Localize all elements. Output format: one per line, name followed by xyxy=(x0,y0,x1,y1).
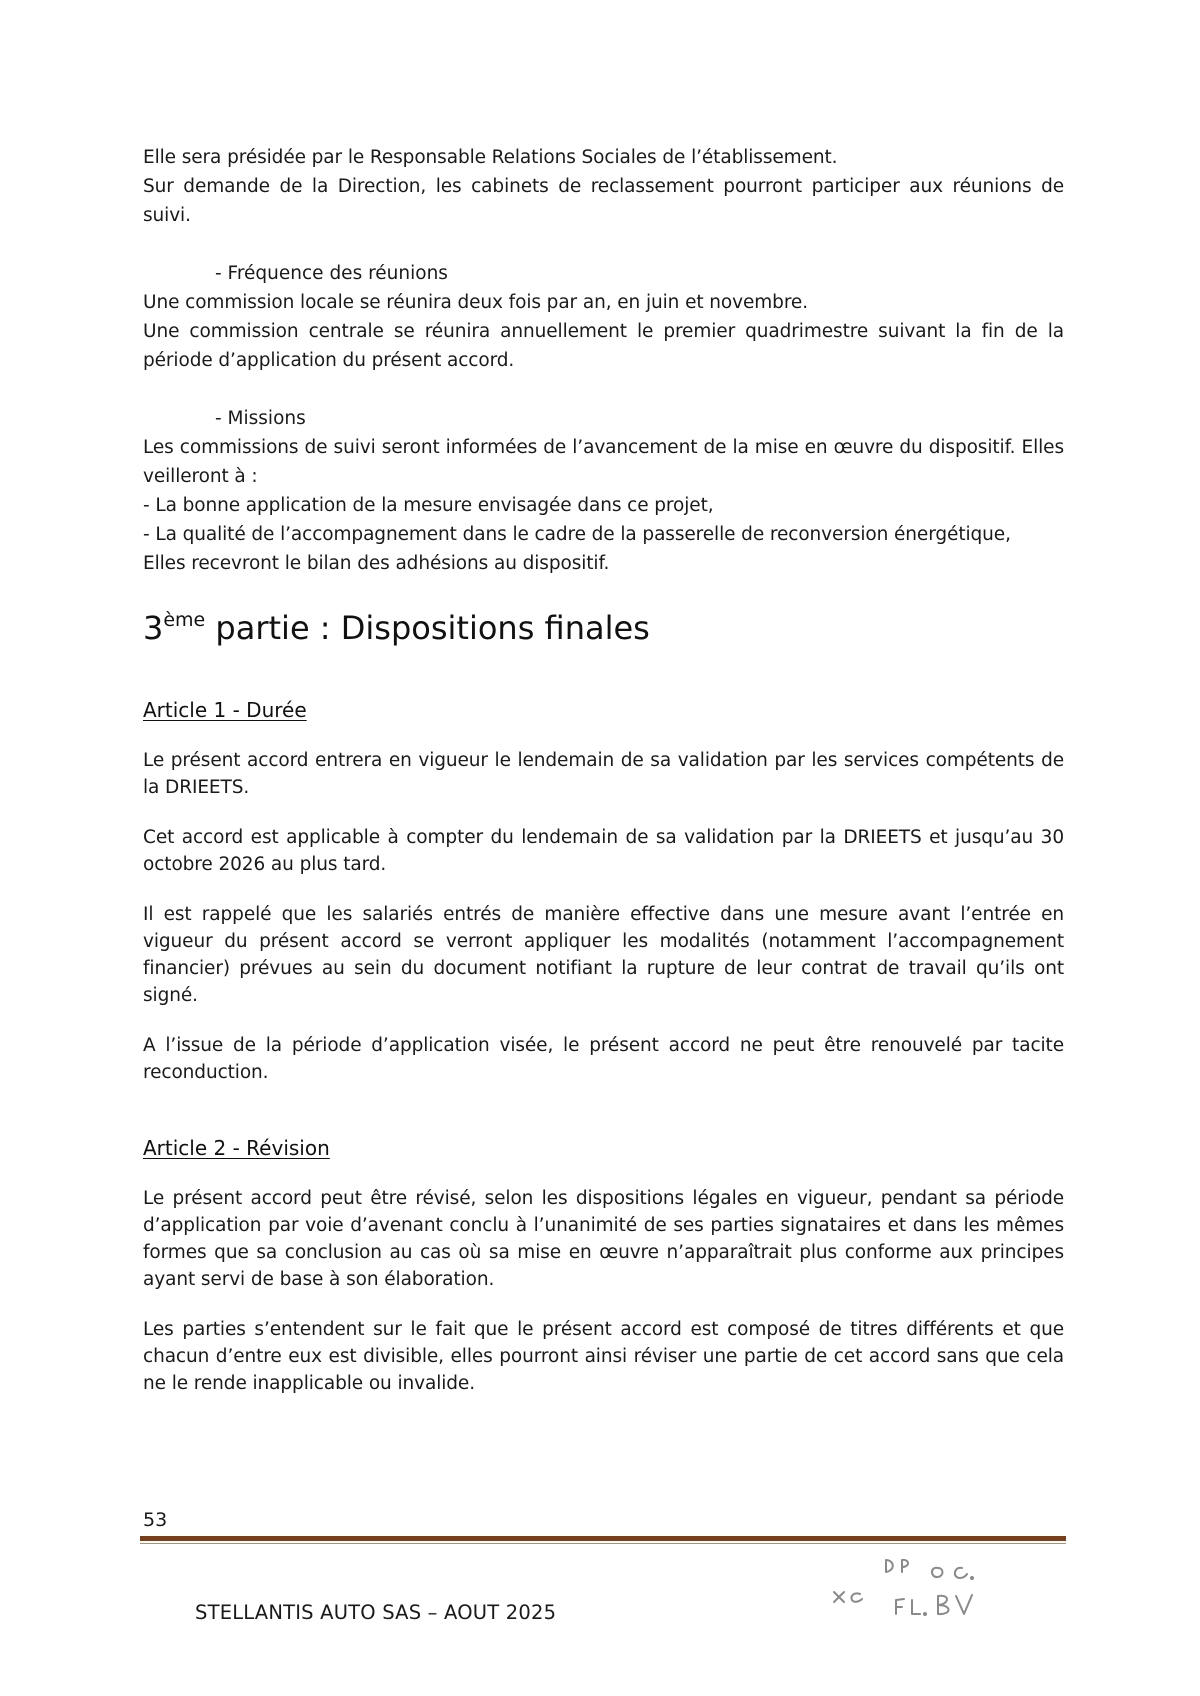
footer-rule-thin xyxy=(140,1543,1066,1544)
footer-text: STELLANTIS AUTO SAS – AOUT 2025 xyxy=(195,1601,557,1624)
document-body xyxy=(143,143,1064,1397)
part-title-text: partie : Dispositions finales xyxy=(205,609,650,647)
article-2-paragraph: Le présent accord peut être révisé, selon les dispositions légales en vigueur, pendant sa période d’application par voie d’avenant conclu à l’unanimité de ses parties signataires et dans les mêmes formes que sa conclusion au cas où sa mise en œuvre n’apparaîtrait plus conforme aux principes ayant servi de base à son élaboration. xyxy=(143,1188,1064,1290)
missions-bullet: - La qualité de l’accompagnement dans le cadre de la passerelle de reconversion énergétique, xyxy=(143,524,1011,545)
frequence-line: Une commission centrale se réunira annuellement le premier quadrimestre suivant la fin de la période d’application du présent accord. xyxy=(143,321,1064,371)
missions-heading: - Missions xyxy=(215,408,306,429)
part-number: 3 xyxy=(143,609,164,647)
article-1-paragraph: Il est rappelé que les salariés entrés de manière effective dans une mesure avant l’entrée en vigueur du présent accord se verront appliquer les modalités (notamment l’accompagnement financier) prévues au sein du document notifiant la rupture de leur contrat de travail qu’ils ont signé. xyxy=(143,904,1064,1006)
footer-rule xyxy=(140,1536,1066,1541)
article-1-title: Article 1 - Durée xyxy=(143,698,307,722)
article-1-paragraph: A l’issue de la période d’application visée, le présent accord ne peut être renouvelé par tacite reconduction. xyxy=(143,1035,1064,1083)
missions-bullet: - La bonne application de la mesure envisagée dans ce projet, xyxy=(143,495,714,516)
page-number: 53 xyxy=(143,1509,168,1531)
missions-intro: Les commissions de suivi seront informées de l’avancement de la mise en œuvre du dispositif. Elles veilleront à : xyxy=(143,437,1064,487)
intro-line: Sur demande de la Direction, les cabinets de reclassement pourront participer aux réunions de suivi. xyxy=(143,176,1064,226)
part-number-suffix: ème xyxy=(163,609,206,631)
article-1-paragraph: Le présent accord entrera en vigueur le lendemain de sa validation par les services compétents de la DRIEETS. xyxy=(143,750,1064,798)
handwritten-initials xyxy=(826,1550,1006,1630)
intro-line: Elle sera présidée par le Responsable Relations Sociales de l’établissement. xyxy=(143,147,838,168)
article-2-title: Article 2 - Révision xyxy=(143,1136,330,1160)
part-title xyxy=(143,608,1064,648)
missions-closing: Elles recevront le bilan des adhésions au dispositif. xyxy=(143,553,610,574)
article-1-paragraph: Cet accord est applicable à compter du lendemain de sa validation par la DRIEETS et jusqu’au 30 octobre 2026 au plus tard. xyxy=(143,827,1064,875)
frequence-heading: - Fréquence des réunions xyxy=(215,263,448,284)
frequence-line: Une commission locale se réunira deux fois par an, en juin et novembre. xyxy=(143,292,808,313)
intro-paragraph xyxy=(143,143,1064,230)
article-2-paragraph: Les parties s’entendent sur le fait que le présent accord est composé de titres différents et que chacun d’entre eux est divisible, elles pourront ainsi réviser une partie de cet accord sans que cela ne le rende inapplicable ou invalide. xyxy=(143,1319,1064,1394)
